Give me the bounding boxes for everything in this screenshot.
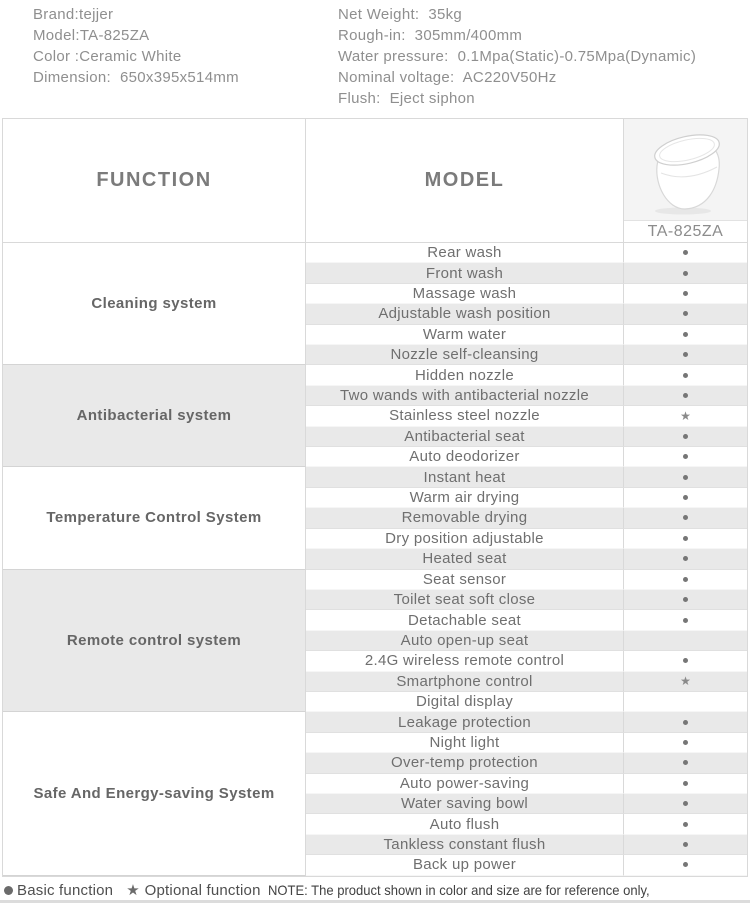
feature-mark-cell xyxy=(623,263,747,283)
function-header-label: FUNCTION xyxy=(96,169,212,191)
optional-function-label: Optional function xyxy=(144,881,261,899)
optional-function-star-icon: ★ xyxy=(680,674,691,689)
basic-function-dot-icon xyxy=(683,760,688,765)
feature-row-label: Auto flush xyxy=(306,814,623,834)
feature-row-label: Two wands with antibacterial nozzle xyxy=(306,386,623,406)
feature-mark-cell xyxy=(623,304,747,324)
basic-function-dot-icon xyxy=(683,842,688,847)
basic-function-label: Basic function xyxy=(17,881,114,899)
feature-row-label: Smartphone control xyxy=(306,672,623,692)
feature-mark-cell xyxy=(623,467,747,487)
feature-row-label: Detachable seat xyxy=(306,610,623,630)
basic-function-dot-icon xyxy=(683,740,688,745)
feature-row-label: Back up power xyxy=(306,855,623,875)
footer-note: NOTE: The product shown in color and size are for reference only, xyxy=(267,882,650,898)
feature-mark-cell xyxy=(623,631,747,651)
feature-row-label: Instant heat xyxy=(306,467,623,487)
feature-mark-cell xyxy=(623,406,747,426)
feature-row-label: 2.4G wireless remote control xyxy=(306,651,623,671)
optional-function-star-icon: ★ xyxy=(126,882,140,899)
basic-function-dot-icon xyxy=(683,352,688,357)
optional-function-star-icon: ★ xyxy=(680,408,691,423)
feature-row-label: Water saving bowl xyxy=(306,794,623,814)
basic-function-dot-icon xyxy=(683,618,688,623)
basic-function-dot-icon xyxy=(683,250,688,255)
feature-row-label: Adjustable wash position xyxy=(306,304,623,324)
basic-function-dot-icon xyxy=(683,291,688,296)
basic-function-dot-icon xyxy=(683,515,688,520)
model-header-cell xyxy=(306,119,623,242)
feature-mark-cell xyxy=(623,427,747,447)
feature-mark-cell xyxy=(623,794,747,814)
feature-row-label: Stainless steel nozzle xyxy=(306,406,623,426)
model-header-label: MODEL xyxy=(424,169,505,191)
basic-function-dot-icon xyxy=(683,658,688,663)
feature-mark-cell xyxy=(623,508,747,528)
spec-line: Model:TA-825ZA xyxy=(33,27,150,44)
basic-function-dot-icon xyxy=(683,434,688,439)
feature-mark-cell xyxy=(623,814,747,834)
feature-row-label: Tankless constant flush xyxy=(306,835,623,855)
feature-mark-cell xyxy=(623,672,747,692)
feature-mark-cell xyxy=(623,610,747,630)
feature-row-label: Front wash xyxy=(306,263,623,283)
feature-row-label: Warm air drying xyxy=(306,488,623,508)
spec-line: Net Weight: 35kg xyxy=(338,6,463,23)
spec-column-right xyxy=(338,4,696,109)
legend-row xyxy=(4,881,748,899)
spec-line: Rough-in: 305mm/400mm xyxy=(338,27,523,44)
feature-row-label: Auto power-saving xyxy=(306,774,623,794)
feature-mark-cell xyxy=(623,447,747,467)
feature-row-label: Hidden nozzle xyxy=(306,365,623,385)
basic-function-dot-icon xyxy=(683,373,688,378)
feature-row-label: Night light xyxy=(306,733,623,753)
spec-line: Water pressure: 0.1Mpa(Static)-0.75Mpa(Dynamic) xyxy=(338,48,697,65)
basic-function-dot-icon xyxy=(683,862,688,867)
product-model-cell xyxy=(624,220,747,242)
basic-function-dot-icon xyxy=(4,886,13,895)
feature-mark-cell xyxy=(623,774,747,794)
feature-row-label: Warm water xyxy=(306,325,623,345)
basic-function-dot-icon xyxy=(683,393,688,398)
feature-row-label: Massage wash xyxy=(306,284,623,304)
feature-mark-cell xyxy=(623,712,747,732)
feature-mark-cell xyxy=(623,733,747,753)
spec-line: Brand:tejjer xyxy=(33,6,114,23)
feature-mark-cell xyxy=(623,386,747,406)
basic-function-dot-icon xyxy=(683,597,688,602)
feature-row-label: Leakage protection xyxy=(306,712,623,732)
feature-row-label: Antibacterial seat xyxy=(306,427,623,447)
feature-mark-cell xyxy=(623,365,747,385)
basic-function-dot-icon xyxy=(683,271,688,276)
feature-mark-cell xyxy=(623,855,747,875)
feature-mark-cell xyxy=(623,753,747,773)
feature-row-label: Removable drying xyxy=(306,508,623,528)
feature-mark-cell xyxy=(623,835,747,855)
feature-mark-cell xyxy=(623,651,747,671)
product-header-cell xyxy=(623,119,747,242)
basic-function-dot-icon xyxy=(683,495,688,500)
feature-row-label: Nozzle self-cleansing xyxy=(306,345,623,365)
feature-mark-cell xyxy=(623,345,747,365)
function-group-cell: Cleaning system xyxy=(3,243,306,365)
function-model-table xyxy=(2,118,748,877)
product-model-label: TA-825ZA xyxy=(647,222,724,240)
feature-mark-cell xyxy=(623,590,747,610)
basic-function-dot-icon xyxy=(683,536,688,541)
basic-function-dot-icon xyxy=(683,822,688,827)
feature-mark-cell xyxy=(623,549,747,569)
basic-function-dot-icon xyxy=(683,801,688,806)
function-group-cell: Antibacterial system xyxy=(3,365,306,467)
feature-mark-cell xyxy=(623,284,747,304)
basic-function-dot-icon xyxy=(683,556,688,561)
feature-row-label: Dry position adjustable xyxy=(306,529,623,549)
function-header-cell xyxy=(3,119,306,242)
feature-row-label: Rear wash xyxy=(306,243,623,263)
function-group-cell: Safe And Energy-saving System xyxy=(3,712,306,875)
feature-row-label: Auto open-up seat xyxy=(306,631,623,651)
function-group-cell: Remote control system xyxy=(3,570,306,713)
smart-toilet-icon xyxy=(631,121,741,219)
feature-mark-cell xyxy=(623,570,747,590)
feature-mark-cell xyxy=(623,243,747,263)
feature-row-label: Auto deodorizer xyxy=(306,447,623,467)
spec-line: Nominal voltage: AC220V50Hz xyxy=(338,69,557,86)
basic-function-dot-icon xyxy=(683,781,688,786)
table-header-row xyxy=(3,119,747,243)
table-body xyxy=(3,243,747,876)
feature-mark-cell xyxy=(623,488,747,508)
spec-line: Color :Ceramic White xyxy=(33,48,182,65)
function-group-cell: Temperature Control System xyxy=(3,467,306,569)
feature-mark-cell xyxy=(623,692,747,712)
feature-row-label: Toilet seat soft close xyxy=(306,590,623,610)
basic-function-dot-icon xyxy=(683,332,688,337)
feature-row-label: Seat sensor xyxy=(306,570,623,590)
basic-function-dot-icon xyxy=(683,577,688,582)
feature-row-label: Digital display xyxy=(306,692,623,712)
feature-row-label: Heated seat xyxy=(306,549,623,569)
product-image xyxy=(624,119,747,220)
feature-mark-cell xyxy=(623,529,747,549)
spec-line: Dimension: 650x395x514mm xyxy=(33,69,239,86)
basic-function-dot-icon xyxy=(683,311,688,316)
spec-line: Flush: Eject siphon xyxy=(338,90,475,107)
feature-row-label: Over-temp protection xyxy=(306,753,623,773)
feature-mark-cell xyxy=(623,325,747,345)
spec-column-left xyxy=(33,4,239,88)
basic-function-dot-icon xyxy=(683,720,688,725)
basic-function-dot-icon xyxy=(683,475,688,480)
basic-function-dot-icon xyxy=(683,454,688,459)
